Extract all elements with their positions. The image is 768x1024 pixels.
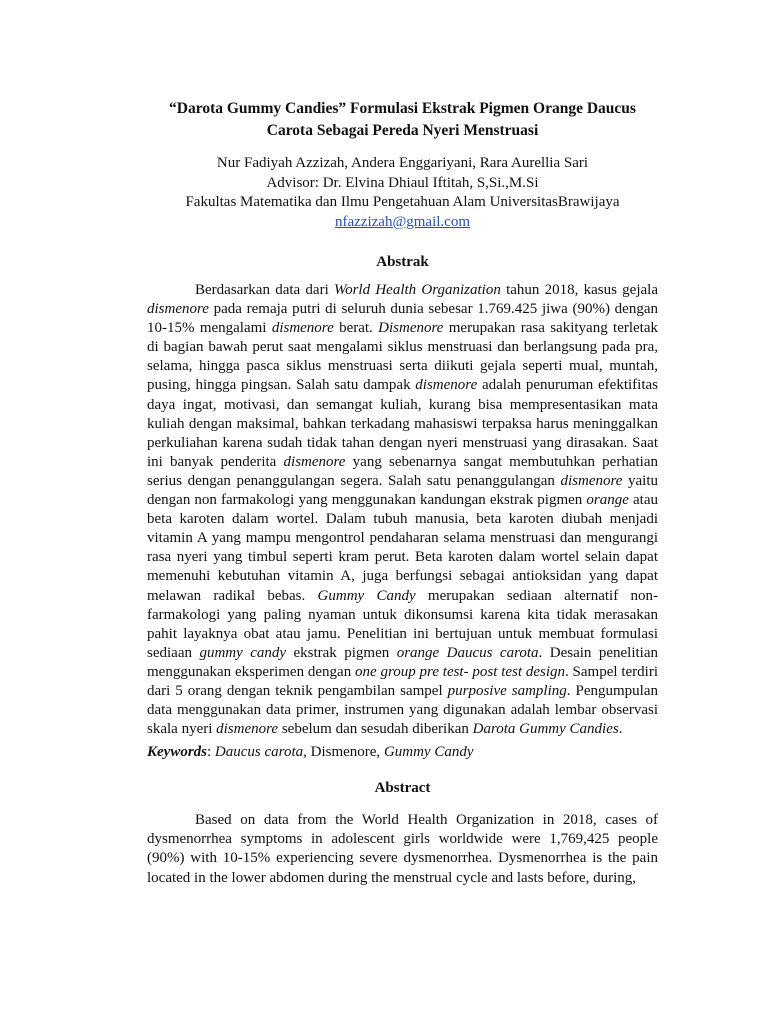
italic-term: purposive sampling bbox=[447, 682, 567, 699]
italic-term: World Health Organization bbox=[333, 282, 501, 298]
text-run: merupakan sediaan alternatif non-farmakologi yang paling nyaman untuk dikonsumsi karena kita tidak merasakan pahit layaknya obat atau jamu. Penelitian ini bertujuan untuk membuat formulasi sediaan bbox=[147, 587, 658, 661]
italic-term: dismenore bbox=[560, 472, 623, 489]
italic-term: one group pre test- post test design bbox=[355, 663, 565, 680]
text-run: tahun 2018, kasus gejala bbox=[500, 282, 658, 298]
italic-term: gummy candy bbox=[199, 644, 287, 661]
text-run: pada remaja putri di seluruh dunia sebesar 1.769.425 jiwa (90%) dengan 10-15% mengalami bbox=[147, 301, 658, 337]
text-run: . Pengumpulan data menggunakan data primer, instrumen yang digunakan adalah lembar observasi skala nyeri bbox=[147, 682, 659, 738]
text-run: Berdasarkan data dari bbox=[195, 282, 334, 298]
author-block bbox=[147, 154, 658, 232]
italic-term: orange bbox=[586, 492, 629, 509]
text-run: yang sebenarnya sangat membutuhkan perhatian serius dengan penanggulangan segera. Salah satu penanggulangan bbox=[147, 453, 658, 489]
text-run: ekstrak pigmen bbox=[286, 644, 397, 661]
email-link[interactable]: nfazzizah@gmail.com bbox=[335, 213, 470, 230]
text-run: adalah penuruman efektifitas daya ingat, motivasi, dan semangat kuliah, kurang bisa mempresentasikan mata kuliah dengan maksimal, bahkan terkadang mahasiswi terpaksa harus meninggalkan perkuliahan karena sudah tidak tahan dengan nyeri menstruasi yang dirasakan. Saat ini banyak penderita bbox=[147, 377, 658, 470]
italic-term: dismenore bbox=[283, 453, 346, 470]
text-run: berat. bbox=[333, 320, 379, 337]
keyword-gummy-candy: Gummy Candy bbox=[383, 744, 474, 761]
italic-term: dismenore bbox=[216, 721, 279, 738]
text-run: atau beta karoten dalam wortel. Dalam tubuh manusia, beta karoten diubah menjadi vitamin A yang mampu mengontrol pendaharan selama menstruasi dan mengurangi rasa nyeri yang timbul seperti kram perut. Beta karoten dalam wortel selain dapat memenuhi kebutuhan vitamin A, juga berfungsi sebagai antioksidan yang dapat melawan radikal bebas. bbox=[147, 492, 659, 604]
italic-term: dismenore bbox=[147, 301, 209, 318]
text-run: sebelum dan sesudah diberikan bbox=[278, 721, 473, 738]
author-names: Nur Fadiyah Azzizah, Andera Enggariyani, Rara Aurellia Sari bbox=[216, 155, 589, 171]
italic-term: Dismenore bbox=[378, 320, 444, 337]
keywords-label: Keywords bbox=[147, 744, 207, 761]
abstract-body: Based on data from the World Health Organization in 2018, cases of dysmenorrhea symptoms in adolescent girls worldwide were 1,769,425 people (90%) with 10-15% experiencing severe dysmenorrhea. Dysmenorrhea is the pain located in the lower abdomen during the menstrual cycle and lasts before, during, bbox=[147, 812, 658, 886]
italic-term: Gummy Candy bbox=[317, 587, 416, 604]
email-line bbox=[147, 213, 658, 233]
italic-term: Darota Gummy Candies bbox=[472, 721, 619, 738]
title-line-1: “Darota Gummy Candies” Formulasi Ekstrak Pigmen Orange Daucus bbox=[169, 100, 636, 117]
text-run: . Desain penelitian menggunakan eksperimen dengan bbox=[147, 644, 658, 680]
text-run: . Sampel terdiri dari 5 orang dengan teknik pengambilan sampel bbox=[147, 663, 658, 699]
keyword-daucus-carota: Daucus carota bbox=[214, 744, 304, 761]
italic-term: dismenore bbox=[271, 320, 334, 337]
italic-term: dismenore bbox=[415, 377, 478, 394]
keywords-line bbox=[147, 743, 658, 762]
text-run: yaitu dengan non farmakologi yang menggunakan kandungan ekstrak pigmen bbox=[147, 472, 658, 509]
paper-title bbox=[147, 98, 658, 142]
affiliation-line: Fakultas Matematika dan Ilmu Pengetahuan Alam UniversitasBrawijaya bbox=[185, 194, 620, 210]
text-run: merupakan rasa sakityang terletak di bagian bawah perut saat mengalami siklus menstruasi dan berlangsung pada pra, selama, hingga pasca siklus menstruasi serta diikuti gejala seperti mual, muntah, pusing, hingga pingsan. Salah satu dampak bbox=[147, 320, 659, 394]
keywords-separator: : bbox=[207, 744, 215, 761]
keyword-dismenore: , Dismenore, bbox=[303, 744, 384, 761]
text-run: . bbox=[618, 721, 623, 738]
italic-term: orange Daucus carota bbox=[396, 644, 539, 661]
abstrak-heading: Abstrak bbox=[376, 254, 429, 270]
abstract-heading: Abstract bbox=[374, 780, 431, 797]
abstrak-body bbox=[147, 281, 658, 739]
advisor-line: Advisor: Dr. Elvina Dhiaul Iftitah, S,Si.,M.Si bbox=[266, 174, 539, 191]
title-line-2: Carota Sebagai Pereda Nyeri Menstruasi bbox=[266, 122, 539, 139]
